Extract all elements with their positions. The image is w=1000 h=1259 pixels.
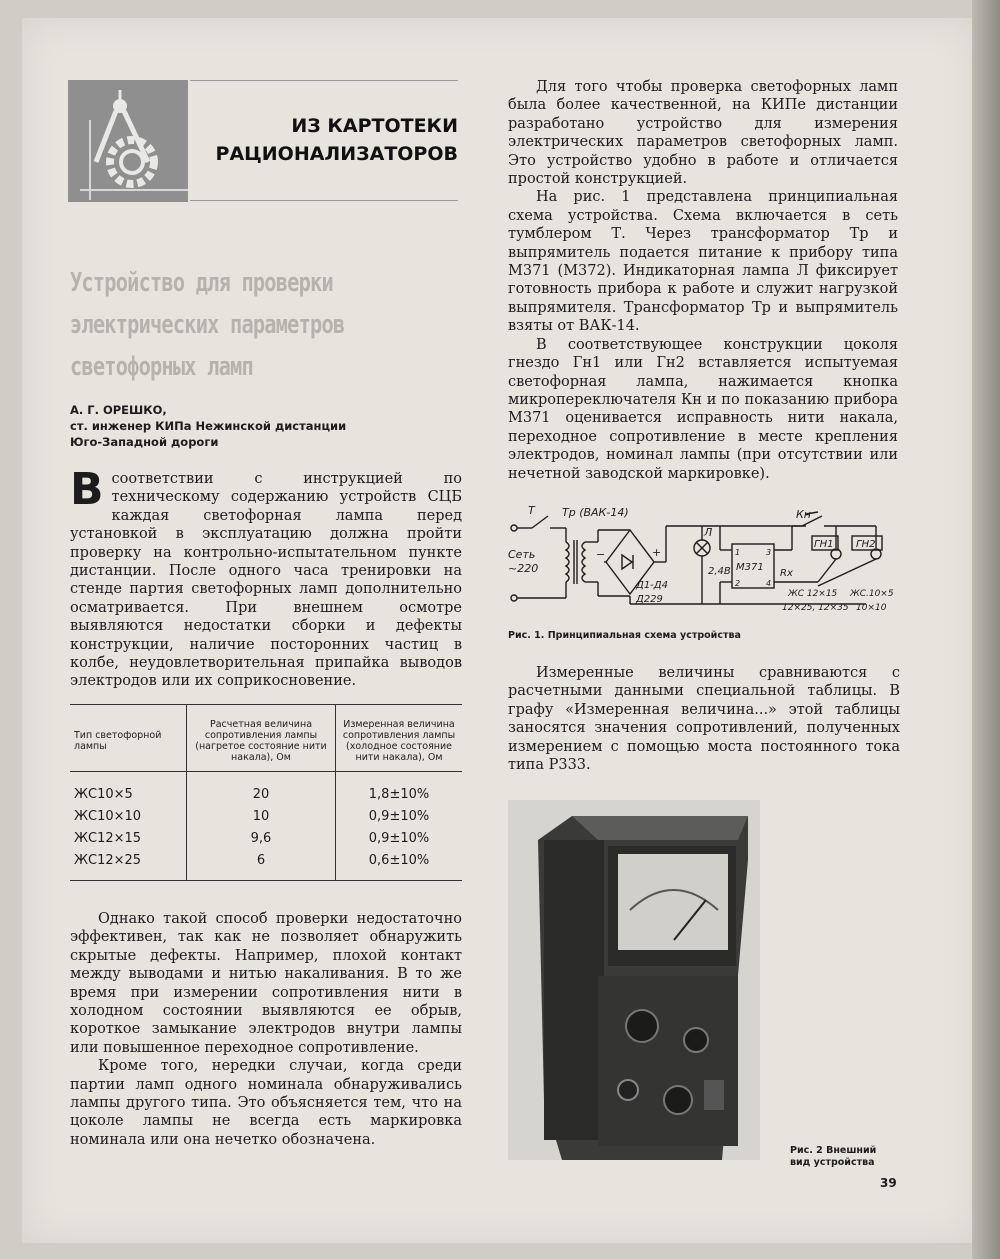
author-org: Юго-Западной дороги	[70, 435, 219, 449]
section-logo	[68, 80, 188, 202]
author-position: ст. инженер КИПа Нежинской дистанции	[70, 419, 347, 433]
page-number: 39	[880, 1176, 897, 1190]
paragraph: В соответствующее конструкции цоколя гнездо Гн1 или Гн2 вставляется испытуемая светофорная лампа, нажимается кнопка микропереключателя Кн и по показанию прибора М371 оценивается исправность нити накала, переходное сопротивление в месте крепления электродов, номинал лампы (при отсутствии или нечетной заводской маркировке).	[508, 336, 898, 482]
schematic-label-gn2: ГН2	[856, 539, 876, 550]
schematic-label-set: Сеть	[508, 548, 536, 561]
table-cell: 1,8±10%	[336, 772, 463, 807]
table-cell: ЖС10×10	[74, 809, 142, 824]
table-cell: 9,6	[187, 828, 336, 850]
table-cell: ЖС10×5	[74, 787, 133, 802]
column-right-top	[508, 78, 898, 483]
column-right-bottom	[508, 664, 900, 774]
schematic-label-tr: Тр (ВАК-14)	[562, 506, 629, 519]
page-edge	[972, 0, 1000, 1259]
schematic-label-rx: Rx	[780, 568, 793, 579]
author-name: А. Г. ОРЕШКО,	[70, 403, 167, 417]
schematic-label-minus: −	[596, 548, 606, 561]
table-cell: ЖС12×15	[74, 831, 142, 846]
schematic-label-gn1-types1: ЖС 12×15	[788, 589, 838, 599]
drop-cap: В	[70, 464, 104, 515]
schematic-label-plus: +	[652, 546, 662, 559]
table-header: Измеренная величина сопротивления лампы (холодное состояние нити накала), Ом	[336, 705, 463, 772]
figure2-caption-line1: Рис. 2 Внешний	[790, 1145, 877, 1156]
paragraph: Однако такой способ проверки недостаточно эффективен, так как не позволяет обнаружить скрытые дефекты. Например, плохой контакт между выводами и нитью накаливания. В то же время при измерении сопротивления нити в холодном состоянии выявляются ее обрыв, короткое замыкание электродов внутри лампы или повышенное переходное сопротивление.	[70, 911, 462, 1056]
paragraph: Для того чтобы проверка светофорных ламп была более качественной, на КИПе дистанции разработано устройство для измерения электрических параметров светофорных ламп. Это устройство удобно в работе и отличается простой конструкцией.	[508, 79, 898, 188]
schematic-label-kn: Кн	[796, 508, 812, 521]
table-header-row	[70, 705, 462, 772]
paragraph: Кроме того, нередки случаи, когда среди партии ламп одного номинала обнаруживались лампы другого типа. Это объясняется тем, что на цоколе лампы не всегда есть маркировка номинала или она нечетко обозначена.	[70, 1058, 462, 1148]
column-left-bottom	[70, 910, 462, 1149]
table-cell: 10	[187, 806, 336, 828]
schematic-label-pin2: 2	[735, 579, 741, 588]
schematic-label-gn2-types1: ЖС.10×5	[850, 589, 894, 599]
author-block	[70, 402, 470, 450]
article-title-line2: электрических параметров	[70, 310, 345, 340]
header-rule-top	[190, 80, 458, 81]
table-cell: 0,9±10%	[336, 828, 463, 850]
figure1-caption: Рис. 1. Принципиальная схема устройства	[508, 630, 741, 641]
schematic-label-pin3: 3	[766, 548, 772, 557]
article-title-line3: светофорных ламп	[70, 352, 253, 382]
paragraph: На рис. 1 представлена принципиальная схема устройства. Схема включается в сеть тумблером Т. Через трансформатор Тр и выпрямитель подается питание к прибору типа М371 (М372). Индикаторная лампа Л фиксирует готовность прибора к работе и служит нагрузкой выпрямителя. Трансформатор Тр и выпрямитель взяты от ВАК-14.	[508, 189, 898, 335]
table-row	[70, 772, 462, 807]
article-title	[70, 262, 345, 388]
header-rule-bottom	[190, 200, 458, 201]
table-cell: 0,6±10%	[336, 850, 463, 881]
column-left-top	[70, 464, 462, 691]
table-row	[70, 806, 462, 828]
schematic-label-pin1: 1	[735, 548, 741, 557]
table-cell: ЖС12×25	[70, 850, 187, 881]
schematic-label-t: T	[528, 504, 535, 517]
lamp-resistance-table	[70, 704, 462, 881]
section-title-line1: ИЗ КАРТОТЕКИ	[291, 115, 458, 137]
device-photo	[508, 800, 760, 1160]
section-title	[190, 112, 458, 168]
schematic-label-gn2-types2: 10×10	[856, 603, 887, 613]
schematic-label-gn1-types2: 12×25, 12×35	[782, 603, 849, 613]
table-header: Расчетная величина сопротивления лампы (нагретое состояние нити накала), Ом	[187, 705, 336, 772]
schematic-label-voltage: ~220	[508, 562, 539, 575]
paragraph: соответствии с инструкцией по техническому содержанию устройств СЦБ каждая светофорная лампа перед установкой в эксплуатацию должна пройти проверку на контрольно-испытательном пункте дистанции. После одного часа тренировки на стенде партия светофорных ламп дополнительно осматривается. При внешнем осмотре выявляются недостатки сборки и дефекты конструкции, наличие посторонних частиц в колбе, неудовлетворительная припайка выводов электродов или их соприкосновение.	[70, 471, 462, 690]
schematic-label-meter: М371	[736, 562, 764, 573]
paragraph: Измеренные величины сравниваются с расчетными данными специальной таблицы. В графу «Измеренная величина...» этой таблицы заносятся значения сопротивлений, полученных измерением с помощью моста постоянного тока типа Р333.	[508, 665, 900, 774]
schematic-label-gn1: ГН1	[814, 539, 834, 550]
schematic-label-pin4: 4	[766, 579, 772, 588]
article-title-line1: Устройство для проверки	[70, 268, 333, 298]
compass-gear-icon	[68, 80, 188, 202]
section-title-line2: РАЦИОНАЛИЗАТОРОВ	[215, 143, 458, 165]
schematic-figure	[506, 500, 898, 620]
schematic-label-lampv: 2,4В	[708, 566, 731, 577]
table-header: Тип светофорной лампы	[70, 705, 187, 772]
table-row	[70, 828, 462, 850]
figure2-caption	[790, 1145, 900, 1169]
figure2-caption-line2: вид устройства	[790, 1157, 875, 1168]
schematic-label-diodes1: Д1-Д4	[636, 580, 668, 591]
table-cell: 0,9±10%	[336, 806, 463, 828]
schematic-label-lamp: Л	[704, 526, 713, 539]
schematic-label-diodes2: Д229	[636, 594, 663, 605]
table-row	[70, 850, 462, 881]
table-cell: 20	[187, 772, 336, 807]
table-cell: 6	[187, 850, 336, 881]
